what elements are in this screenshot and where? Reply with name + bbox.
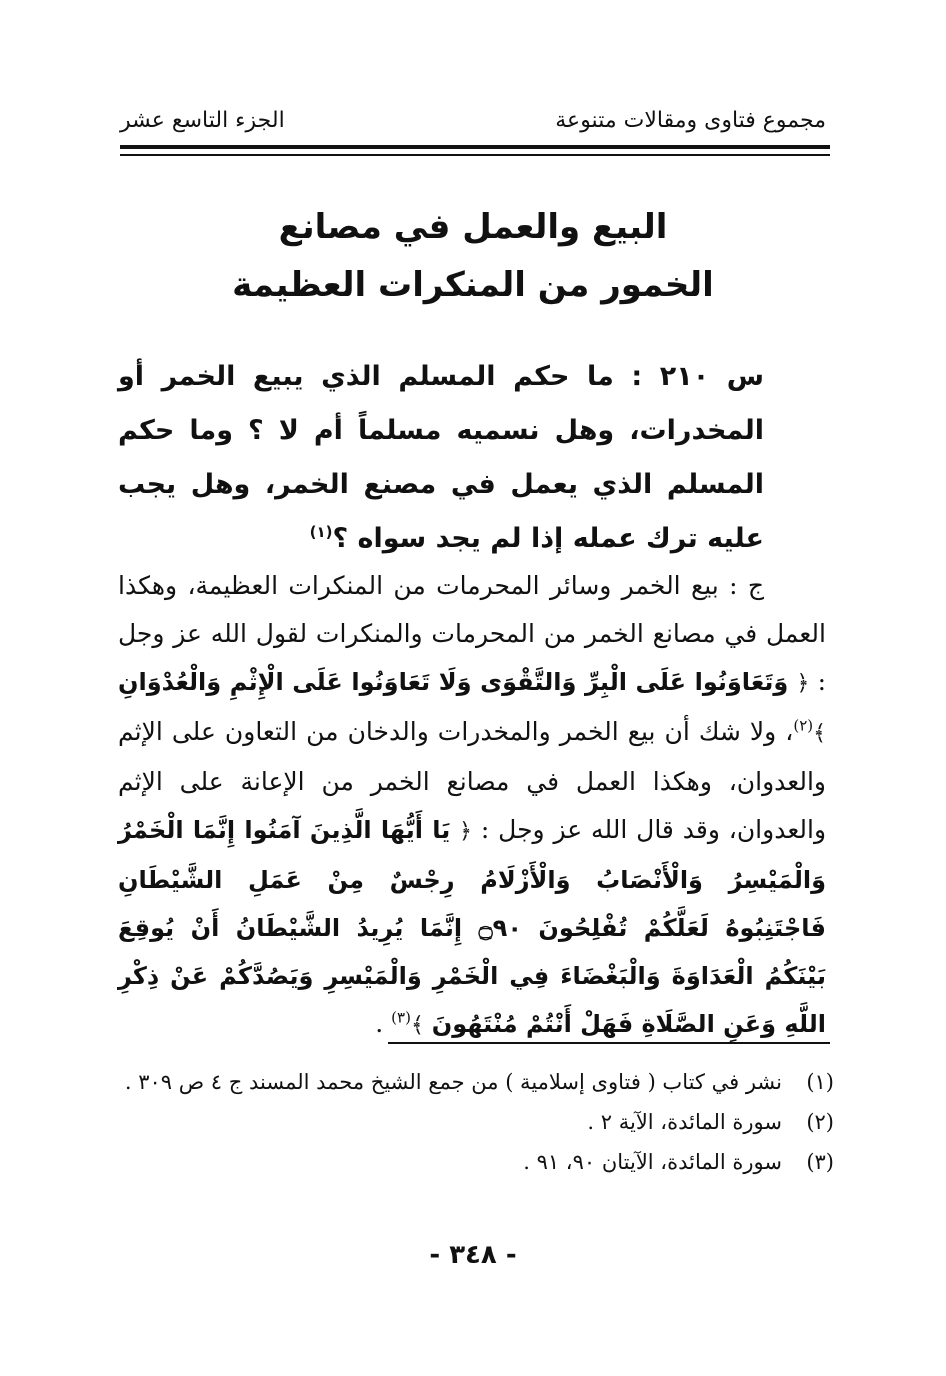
question-label: س ٢١٠ :: [631, 361, 764, 392]
quran-verse-2: يَا أَيُّهَا الَّذِينَ آمَنُوا إِنَّمَا الْخَمْرُ وَالْمَيْسِرُ وَالْأَنْصَابُ وَالْأَزْلَامُ رِجْسٌ مِنْ عَمَلِ الشَّيْطَانِ فَاجْتَنِبُوهُ لَعَلَّكُمْ تُفْلِحُونَ ۝٩٠ إِنَّمَا يُرِيدُ الشَّيْطَانُ أَنْ يُوقِعَ بَيْنَكُمُ الْعَدَاوَةَ وَالْبَغْضَاءَ فِي الْخَمْرِ وَالْمَيْسِرِ وَيَصُدَّكُمْ عَنْ ذِكْرِ اللَّهِ وَعَنِ الصَّلَاةِ فَهَلْ أَنْتُمْ مُنْتَهُونَ: [118, 816, 826, 1038]
header-rule-thin: [120, 154, 830, 156]
footnote-text: نشر في كتاب ( فتاوى إسلامية ) من جمع الشيخ محمد المسند ج ٤ ص ٣٠٩ .: [124, 1070, 782, 1094]
ornate-bracket-open: ﴿: [796, 671, 810, 696]
answer-text-2: ، ولا شك أن بيع الخمر والمخدرات والدخان من التعاون على الإثم والعدوان، وهكذا العمل في مصانع الخمر من الإعانة على الإثم والعدوان، وقد قال الله عز وجل :: [118, 717, 827, 844]
running-header: [120, 108, 826, 148]
question-paragraph: [118, 350, 764, 566]
answer-paragraph: [118, 562, 826, 1050]
footnotes: [118, 1062, 834, 1182]
book-title: مجموع فتاوى ومقالات متنوعة: [555, 108, 826, 133]
question-text: ما حكم المسلم الذي يبيع الخمر أو المخدرات، وهل نسميه مسلماً أم لا ؟ وما حكم المسلم الذي يعمل في مصنع الخمر، وهل يجب عليه ترك عمله إذا لم يجد سواه ؟: [118, 361, 764, 554]
header-rule-thick: [120, 145, 830, 149]
footnote-number: (٣): [806, 1150, 834, 1174]
volume-label: الجزء التاسع عشر: [120, 108, 285, 133]
footnote-1: [118, 1062, 834, 1102]
footnote-number: (٢): [806, 1110, 834, 1134]
page-number: - ٣٤٨ -: [429, 1240, 517, 1270]
ornate-bracket-close: ﴾: [813, 721, 826, 746]
footnote-ref-2: (٢): [793, 716, 814, 735]
footnote-ref-3: (٣): [391, 1008, 411, 1027]
footnote-separator: [388, 1042, 830, 1044]
footnote-2: [118, 1102, 834, 1142]
ornate-bracket-open-2: ﴿: [459, 819, 472, 844]
footnote-3: [118, 1142, 834, 1182]
title-line-2: الخمور من المنكرات العظيمة: [232, 265, 714, 305]
footnote-text: سورة المائدة، الآية ٢ .: [587, 1110, 782, 1134]
footnote-text: سورة المائدة، الآيتان ٩٠، ٩١ .: [523, 1150, 782, 1174]
quran-verse-1: وَتَعَاوَنُوا عَلَى الْبِرِّ وَالتَّقْوَى وَلَا تَعَاوَنُوا عَلَى الْإِثْمِ وَالْعُدْوَانِ: [118, 668, 789, 696]
title-line-1: البيع والعمل في مصانع: [278, 207, 668, 247]
ornate-bracket-close-2: ﴾: [410, 1013, 424, 1038]
footnote-number: (١): [806, 1070, 834, 1094]
footnote-ref-1: (١): [309, 523, 333, 541]
answer-end: .: [375, 1009, 392, 1038]
answer-text-1: ج : بيع الخمر وسائر المحرمات من المنكرات العظيمة، وهكذا العمل في مصانع الخمر من المحرمات والمنكرات لقول الله عز وجل :: [118, 571, 826, 696]
section-title: [120, 198, 826, 314]
